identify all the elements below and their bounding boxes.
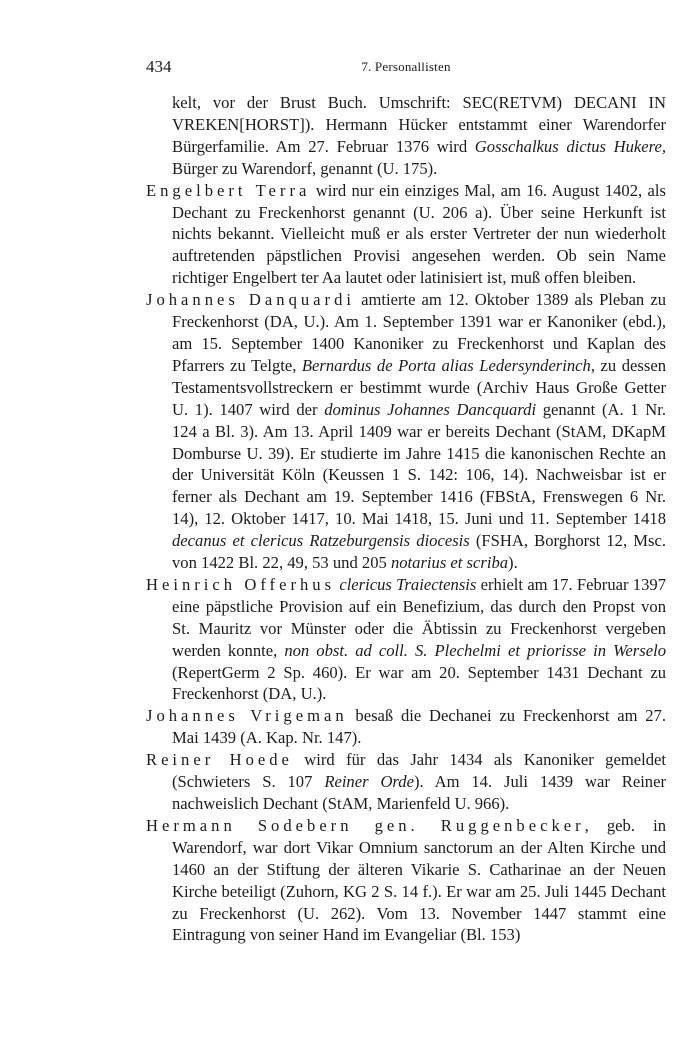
person-name: Reiner Hoede [146,750,293,770]
italic-text: Gosschalkus dictus Hukere, [474,136,666,156]
entry-text: besaß die Dechanei zu Freckenhorst am 27. Mai 1439 (A. Kap. Nr. 147). [172,706,666,748]
page-number: 434 [146,57,172,76]
entry-text: wird für das Jahr 1434 als Kanoniker gemeldet (Schwieters S. 107 [172,750,666,792]
entry-text: (RepertGerm 2 Sp. 460). Er war am 20. September 1431 Dechant zu Freckenhorst (DA, U.). [172,662,666,704]
person-name: Hermann Sodebern gen. Ruggenbecker [146,815,585,835]
person-entry [146,289,666,574]
entry-text: kelt, vor der Brust Buch. Umschrift: SEC(RETVM) DECANI IN VREKEN[HORST]). Hermann Hücker entstammt einer Warendorfer Bürgerfamilie. Am 27. Februar 1376 wird [172,93,666,156]
person-entry [146,749,666,815]
italic-text: Bernardus de Porta alias Ledersynderinch, [301,355,595,375]
entry-list [146,92,666,946]
entry-text: amtierte am 12. Oktober 1389 als Pleban zu Freckenhorst (DA, U.). Am 1. September 1391 war er Kanoniker (ebd.), am 15. September 1400 Kanoniker zu Freckenhorst und Kaplan des Pfarrers zu Telgte, [172,290,666,375]
person-entry [146,705,666,749]
running-head: 7. Personallisten [361,59,451,74]
entry-text: Bürger zu Warendorf, genannt (U. 175). [172,158,438,178]
page-header [146,57,666,79]
person-name: Johannes Vrigeman [146,706,348,726]
entry-text: , geb. in Warendorf, war dort Vikar Omnium sanctorum an der Alten Kirche und 1460 an der Stiftung der älteren Vikarie S. Catharinae an der Neuen Kirche beteiligt (Zuhorn, KG 2 S. 14 f.). Er war am 25. Juli 1445 Dechant zu Freckenhorst (U. 262). Vom 13. November 1447 stammt eine Eintragung von seiner Hand im Evangeliar (Bl. 153) [172,815,666,945]
entry-text: (FSHA, Borghorst 12, Msc. von 1422 Bl. 22, 49, 53 und 205 [172,531,666,573]
person-name: Johannes Danquardi [146,290,355,310]
entry-text: genannt (A. 1 Nr. 124 a Bl. 3). Am 13. April 1409 war er bereits Dechant (StAM, DKapM Domburse U. 39). Er studierte im Jahre 1415 die kanonischen Rechte an der Universität Köln (Keussen 1 S. 142: 106, 14). Nachweisbar ist er ferner als Dechant am 19. September 1416 (FBStA, Frenswegen 6 Nr. 14), 12. Oktober 1417, 10. Mai 1418, 15. Juni und 11. September 1418 [172,399,666,529]
entry-text: wird nur ein einziges Mal, am 16. August 1402, als Dechant zu Freckenhorst genannt (U. 206 a). Über seine Herkunft ist nichts bekannt. Vielleicht muß er als erster Vertreter der nun wiederholt auftretenden päpstlichen Provisi angesehen werden. Ob sein Name richtiger Engelbert ter Aa lautet oder latinisiert ist, muß offen bleiben. [172,180,666,288]
entry-text: ). [508,553,518,573]
italic-text: Reiner Orde [324,772,414,792]
person-name: Engelbert Terra [146,180,311,200]
italic-text: notarius et scriba [390,553,509,573]
italic-text: clericus Traiectensis [339,574,477,594]
person-entry [146,574,666,705]
person-entry [146,180,666,290]
entry-text: erhielt am 17. Februar 1397 eine päpstliche Provision auf ein Benefizium, das durch den Propst von St. Mauritz vor Münster oder die Äbtissin zu Freckenhorst vergeben werden konnte, [172,574,666,660]
person-entry [146,815,666,946]
italic-text: dominus Johannes Dancquardi [324,399,537,419]
person-name: Heinrich Offerhus [146,574,336,594]
entry-continuation [146,92,666,180]
entry-text: ). Am 14. Juli 1439 war Reiner nachweislich Dechant (StAM, Marienfeld U. 966). [172,772,666,813]
italic-text: non obst. ad coll. S. Plechelmi et priorisse in Werselo [284,640,666,660]
italic-text: decanus et clericus Ratzeburgensis diocesis [172,531,470,551]
entry-text: zu dessen Testamentsvollstreckern er bestimmt wurde (Archiv Haus Große Getter U. 1). 1407 wird der [172,355,666,419]
